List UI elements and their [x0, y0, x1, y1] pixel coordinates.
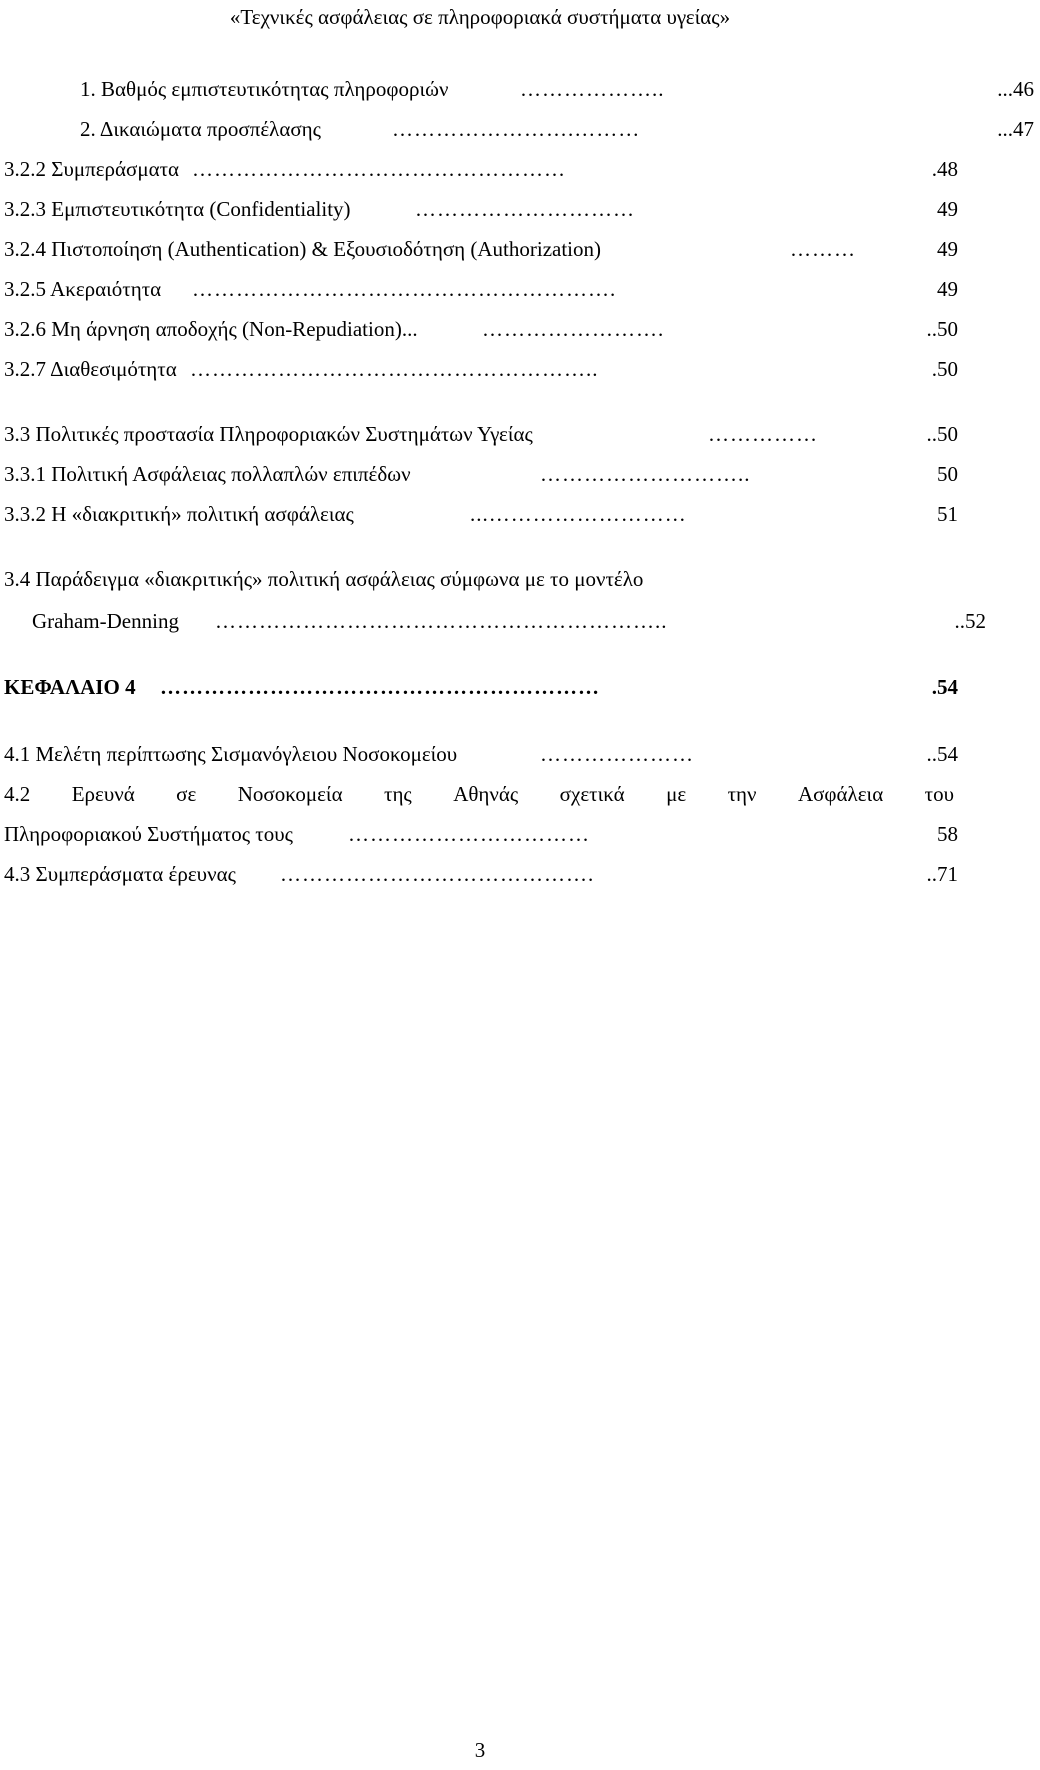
toc-chapter-entry — [0, 671, 964, 703]
toc-entry — [0, 858, 964, 890]
toc-word: Ερευνά — [71, 782, 135, 806]
toc-entry — [0, 418, 964, 450]
toc-page-number: 50 — [937, 462, 958, 486]
toc-leader: …………………………………………………… — [160, 675, 600, 699]
toc-entry-title: 3.2.3 Εμπιστευτικότητα (Confidentiality) — [4, 197, 351, 221]
toc-entry — [0, 233, 964, 265]
toc-page-number: 58 — [937, 822, 958, 846]
toc-entry-title: 3.2.6 Μη άρνηση αποδοχής (Non-Repudiation)... — [4, 317, 418, 341]
toc-word: Νοσοκομεία — [237, 782, 343, 806]
toc-leader: ...……………………… — [470, 502, 687, 526]
toc-word: σχετικά — [559, 782, 625, 806]
toc-entry-title: 3.2.5 Ακεραιότητα — [4, 277, 162, 301]
toc-entry — [0, 313, 964, 345]
toc-page-number: .50 — [931, 357, 958, 381]
toc-page-number: ..71 — [926, 862, 958, 886]
toc-entry-title: 3.2.4 Πιστοποίηση (Authentication) & Εξουσιοδότηση (Authorization) — [4, 237, 602, 261]
toc-entry — [0, 563, 964, 595]
toc-entry — [0, 498, 964, 530]
toc-page-number: ...46 — [997, 77, 1034, 101]
toc-entry-justified — [4, 778, 954, 810]
toc-leader: …………………………………………… — [192, 157, 566, 181]
toc-word: του — [924, 782, 954, 806]
toc-entry — [0, 273, 964, 305]
toc-entry — [0, 458, 964, 490]
page-number: 3 — [474, 1738, 486, 1762]
toc-word: της — [384, 782, 412, 806]
toc-entry — [0, 73, 1040, 105]
toc-leader: ……………………. — [482, 317, 665, 341]
toc-entry — [0, 153, 964, 185]
toc-page-number: ...47 — [997, 117, 1034, 141]
toc-entry — [0, 605, 992, 637]
toc-entry — [0, 353, 964, 385]
toc-word: Ασφάλεια — [797, 782, 884, 806]
toc-entry-title: 3.3.1 Πολιτική Ασφάλειας πολλαπλών επιπέδων — [4, 462, 411, 486]
document-header: «Τεχνικές ασφάλειας σε πληροφοριακά συστήματα υγείας» — [229, 5, 731, 29]
toc-entry-title: 3.4 Παράδειγμα «διακριτικής» πολιτική ασφάλειας σύμφωνα με το μοντέλο — [4, 567, 644, 591]
toc-page-number: 49 — [937, 197, 958, 221]
toc-word: σε — [176, 782, 197, 806]
toc-page-number: .54 — [931, 675, 958, 699]
toc-leader: ……………………….. — [540, 462, 751, 486]
toc-entry-title: 3.2.7 Διαθεσιμότητα — [4, 357, 177, 381]
toc-leader: …………………………………………………….. — [215, 609, 668, 633]
toc-entry-title: Graham-Denning — [32, 609, 179, 633]
toc-entry-title: Πληροφοριακού Συστήματος τους — [4, 822, 293, 846]
toc-leader: ………………………… — [415, 197, 635, 221]
toc-page-number: 49 — [937, 277, 958, 301]
toc-word: Αθηνάς — [453, 782, 519, 806]
toc-word: 4.2 — [4, 782, 31, 806]
toc-page-number: 51 — [937, 502, 958, 526]
toc-entry — [0, 818, 964, 850]
toc-entry — [0, 113, 1040, 145]
toc-entry — [0, 738, 964, 770]
toc-page-number: ..52 — [954, 609, 986, 633]
toc-entry-title: 3.3.2 Η «διακριτική» πολιτική ασφάλειας — [4, 502, 354, 526]
toc-page-number: ..50 — [926, 422, 958, 446]
toc-page-number: 49 — [937, 237, 958, 261]
toc-leader: …………………………………………………. — [192, 277, 617, 301]
toc-page-number: .48 — [931, 157, 958, 181]
toc-entry-title: 3.2.2 Συμπεράσματα — [4, 157, 180, 181]
toc-entry-title: 4.1 Μελέτη περίπτωσης Σισμανόγλειου Νοσοκομείου — [4, 742, 458, 766]
toc-leader: ……………….. — [520, 77, 665, 101]
toc-word: με — [666, 782, 687, 806]
toc-leader: …………………………… — [348, 822, 590, 846]
toc-leader: …………………….……… — [392, 117, 641, 141]
toc-entry-title: 3.3 Πολιτικές προστασία Πληροφοριακών Συστημάτων Υγείας — [4, 422, 533, 446]
toc-entry-title: 1. Βαθμός εμπιστευτικότητας πληροφοριών — [80, 77, 449, 101]
toc-leader: ……………………………………. — [280, 862, 595, 886]
toc-leader: ……………………………………………….. — [190, 357, 599, 381]
toc-entry-title: 2. Δικαιώματα προσπέλασης — [80, 117, 321, 141]
toc-leader: …………… — [708, 422, 818, 446]
toc-entry — [0, 193, 964, 225]
toc-page-number: ..54 — [926, 742, 958, 766]
toc-leader: ……… — [790, 237, 856, 261]
toc-leader: ………………… — [540, 742, 694, 766]
toc-word: την — [727, 782, 757, 806]
toc-entry-title: 4.3 Συμπεράσματα έρευνας — [4, 862, 236, 886]
toc-entry-title: ΚΕΦΑΛΑΙΟ 4 — [4, 675, 136, 699]
toc-page-number: ..50 — [926, 317, 958, 341]
